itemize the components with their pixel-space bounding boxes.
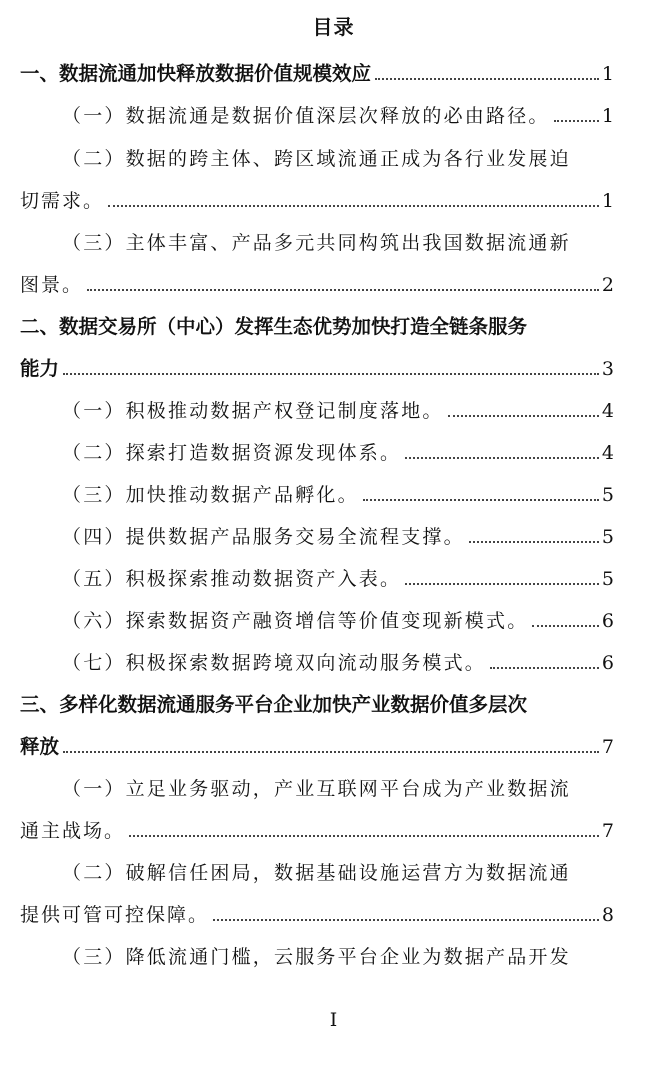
dot-leader: [490, 667, 599, 669]
toc-entry-text: （三）降低流通门槛，云服务平台企业为数据产品开发: [62, 946, 571, 968]
toc-entry-1-1[interactable]: [62, 102, 614, 130]
dot-leader: [363, 499, 599, 501]
toc-entry-3-2-continued[interactable]: [20, 901, 614, 929]
toc-entry-1-3-continued[interactable]: [20, 271, 614, 299]
toc-entry-2-6[interactable]: [62, 607, 614, 635]
dot-leader: [448, 415, 599, 417]
toc-entry-text: 三、多样化数据流通服务平台企业加快产业数据价值多层次: [20, 693, 528, 716]
toc-entry-text: （五）积极探索推动数据资产入表。: [62, 568, 402, 590]
dot-leader: [554, 120, 599, 122]
toc-page-number: 4: [601, 442, 614, 464]
toc-entry-1-3[interactable]: [62, 229, 614, 257]
toc-entry-text: （四）提供数据产品服务交易全流程支撑。: [62, 526, 465, 548]
toc-entry-text: （六）探索数据资产融资增信等价值变现新模式。: [62, 610, 529, 632]
toc-page-number: 2: [601, 274, 614, 296]
toc-entry-section-3[interactable]: [20, 691, 614, 719]
dot-leader: [129, 835, 599, 837]
toc-entry-section-1[interactable]: [20, 60, 614, 88]
dot-leader: [405, 457, 599, 459]
toc-entry-text: （三）主体丰富、产品多元共同构筑出我国数据流通新: [62, 232, 571, 254]
toc-entry-text: 一、数据流通加快释放数据价值规模效应: [20, 62, 372, 85]
dot-leader: [469, 541, 599, 543]
dot-leader: [63, 751, 599, 753]
toc-entry-text: （一）积极推动数据产权登记制度落地。: [62, 400, 444, 422]
dot-leader: [405, 583, 599, 585]
toc-entry-2-7[interactable]: [62, 649, 614, 677]
toc-page-number: 8: [601, 904, 614, 926]
toc-entry-2-4[interactable]: [62, 523, 614, 551]
toc-entry-text-continued: 提供可管可控保障。: [20, 904, 210, 926]
toc-title: 目录: [312, 15, 355, 39]
dot-leader: [213, 919, 599, 921]
toc-page-number: 5: [601, 568, 614, 590]
toc-page-number: 4: [601, 400, 614, 422]
toc-entry-2-3[interactable]: [62, 481, 614, 509]
toc-page-number: 5: [601, 484, 614, 506]
toc-page-number: 1: [601, 63, 614, 85]
toc-page-number: 6: [601, 610, 614, 632]
toc-entry-text-continued: 图景。: [20, 274, 84, 296]
toc-entry-text-continued: 能力: [20, 357, 60, 380]
toc-page-number: 1: [601, 105, 614, 127]
toc-page-number: 7: [601, 820, 614, 842]
page-footer-number: I: [329, 1009, 338, 1031]
toc-entry-text: （一）数据流通是数据价值深层次释放的必由路径。: [62, 105, 550, 127]
toc-entry-text: （七）积极探索数据跨境双向流动服务模式。: [62, 652, 487, 674]
toc-entry-1-2-continued[interactable]: [20, 187, 614, 215]
toc-page-number: 1: [601, 190, 614, 212]
toc-page-number: 7: [601, 736, 614, 758]
toc-entry-text: （二）破解信任困局，数据基础设施运营方为数据流通: [62, 862, 571, 884]
dot-leader: [108, 205, 599, 207]
toc-entry-text: （一）立足业务驱动，产业互联网平台成为产业数据流: [62, 778, 571, 800]
toc-entry-text: 二、数据交易所（中心）发挥生态优势加快打造全链条服务: [20, 315, 528, 338]
toc-entry-2-1[interactable]: [62, 397, 614, 425]
toc-entry-text-continued: 释放: [20, 735, 60, 758]
toc-entry-3-2[interactable]: [62, 859, 614, 887]
toc-entry-section-2-continued[interactable]: [20, 355, 614, 383]
toc-entry-3-1[interactable]: [62, 775, 614, 803]
toc-entry-section-2[interactable]: [20, 313, 614, 341]
toc-entry-text-continued: 切需求。: [20, 190, 105, 212]
toc-entry-text: （二）探索打造数据资源发现体系。: [62, 442, 402, 464]
toc-entry-1-2[interactable]: [62, 145, 614, 173]
dot-leader: [375, 78, 599, 80]
toc-page-number: 5: [601, 526, 614, 548]
toc-entry-2-2[interactable]: [62, 439, 614, 467]
toc-entry-3-3[interactable]: [62, 943, 614, 971]
toc-page-number: 3: [601, 358, 614, 380]
toc-entry-section-3-continued[interactable]: [20, 733, 614, 761]
dot-leader: [532, 625, 599, 627]
toc-entry-text: （二）数据的跨主体、跨区域流通正成为各行业发展迫: [62, 148, 571, 170]
toc-entry-2-5[interactable]: [62, 565, 614, 593]
toc-page-number: 6: [601, 652, 614, 674]
dot-leader: [87, 289, 599, 291]
toc-entry-text-continued: 通主战场。: [20, 820, 126, 842]
toc-entry-text: （三）加快推动数据产品孵化。: [62, 484, 359, 506]
dot-leader: [63, 373, 599, 375]
toc-entry-3-1-continued[interactable]: [20, 817, 614, 845]
